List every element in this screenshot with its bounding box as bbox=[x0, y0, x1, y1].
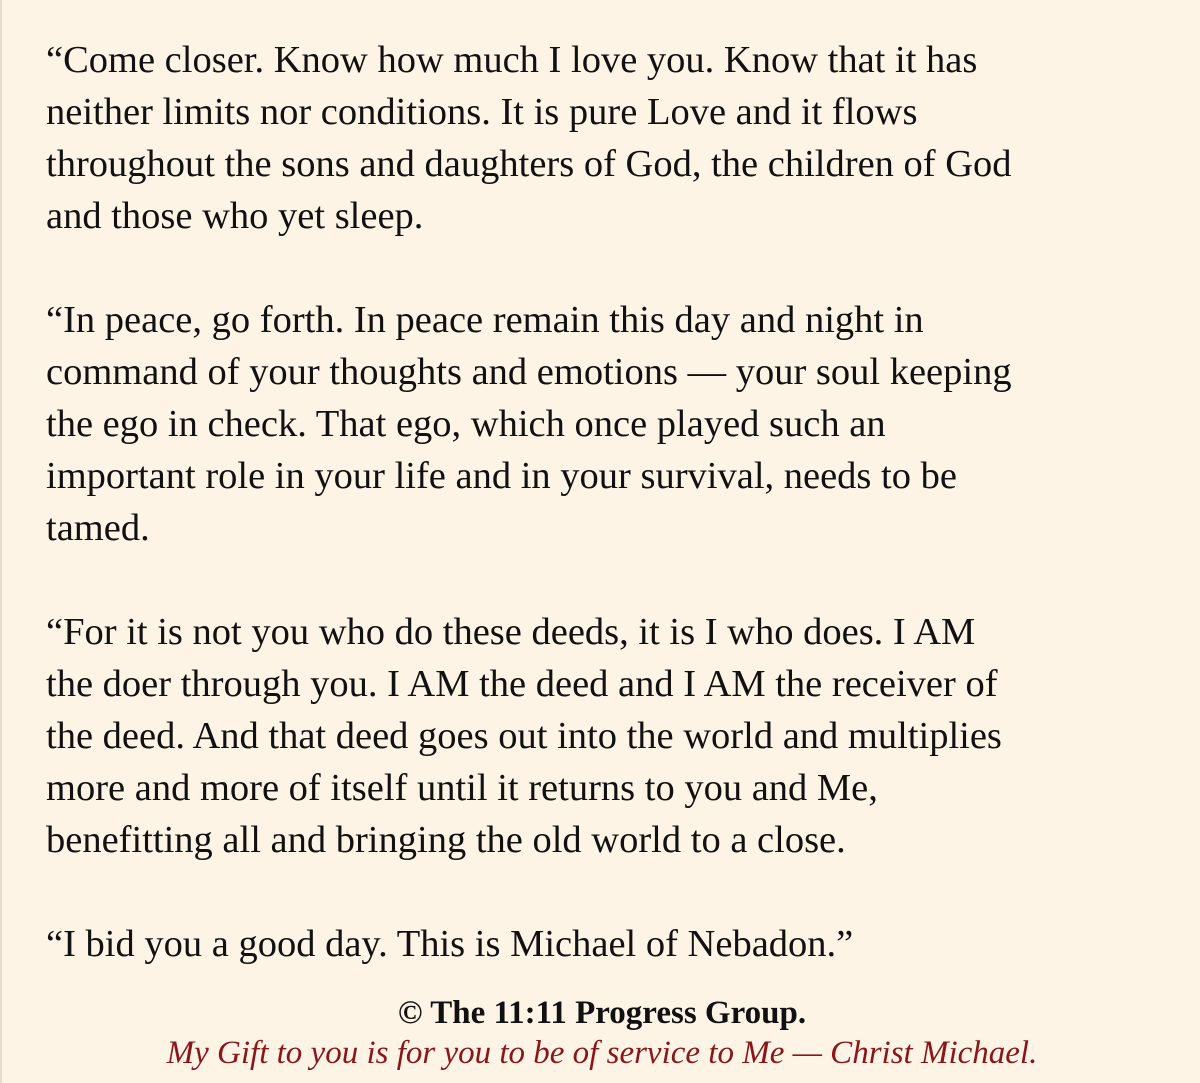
paragraph-line: more and more of itself until it returns to you and Me, bbox=[46, 767, 878, 809]
footer bbox=[2, 991, 1200, 1075]
paragraph-1 bbox=[46, 34, 1186, 242]
paragraph-line: command of your thoughts and emotions — your soul keeping bbox=[46, 351, 1012, 393]
paragraph-2 bbox=[46, 294, 1186, 554]
paragraph-line: important role in your life and in your survival, needs to be bbox=[46, 455, 957, 497]
paragraph-line: the deed. And that deed goes out into the world and multiplies bbox=[46, 715, 1002, 757]
paragraph-line: and those who yet sleep. bbox=[46, 195, 424, 237]
paragraph-line: “For it is not you who do these deeds, it is I who does. I AM bbox=[46, 611, 976, 653]
gift-signature-line: My Gift to you is for you to be of service to Me — Christ Michael. bbox=[166, 1035, 1038, 1071]
paragraph-line: “In peace, go forth. In peace remain this day and night in bbox=[46, 299, 924, 341]
paragraph-line: neither limits nor conditions. It is pure Love and it flows bbox=[46, 91, 918, 133]
paragraph-line: “I bid you a good day. This is Michael of Nebadon.” bbox=[46, 923, 854, 965]
paragraph-line: the doer through you. I AM the deed and I AM the receiver of bbox=[46, 663, 998, 705]
paragraph-line: the ego in check. That ego, which once played such an bbox=[46, 403, 886, 445]
paragraph-4 bbox=[46, 918, 1186, 970]
paragraph-line: benefitting all and bringing the old world to a close. bbox=[46, 819, 846, 861]
message-body bbox=[46, 34, 1186, 1022]
paragraph-3 bbox=[46, 606, 1186, 866]
paragraph-line: throughout the sons and daughters of God, the children of God bbox=[46, 143, 1012, 185]
paragraph-line: tamed. bbox=[46, 507, 150, 549]
paragraph-line: “Come closer. Know how much I love you. Know that it has bbox=[46, 39, 978, 81]
copyright-notice: © The 11:11 Progress Group. bbox=[397, 995, 807, 1031]
